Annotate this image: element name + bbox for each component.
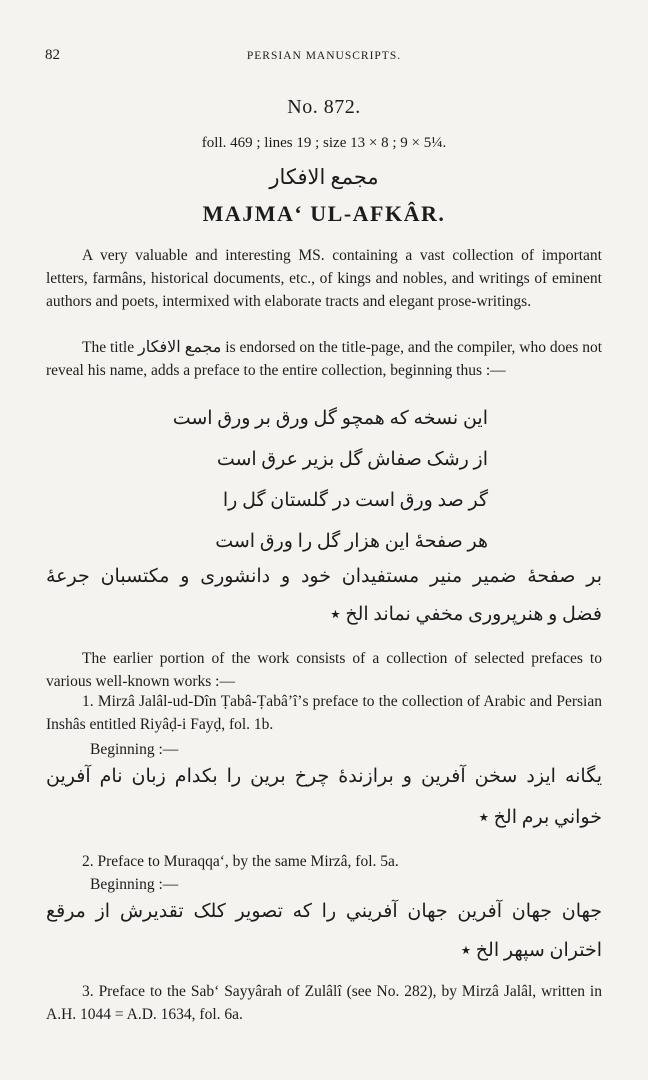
item-2-text: 2. Preface to Muraqqaʻ, by the same Mirzâ, fol. 5a.	[82, 853, 399, 870]
folio-details: foll. 469 ; lines 19 ; size 13 × 8 ; 9 × 5¼.	[201, 135, 447, 151]
verse-line-3: گر صد ورق است در گلستان گل را	[222, 490, 488, 511]
item-2-persian-2: اختران سپهر الخ ٭	[460, 940, 602, 961]
prose-line-2: فضل و هنرپروری مخفي نماند الخ ٭	[330, 604, 602, 625]
item-1-beginning: Beginning :—	[90, 741, 179, 758]
item-1-text: 1. Mirzâ Jalâl-ud-Dîn Ṭabâ-Ṭabâʼîʼs preface to the collection of Arabic and Persian Inshâs entitled Riyâḍ-i Fayḍ, fol. 1b.	[46, 693, 602, 733]
description-text: A very valuable and interesting MS. containing a vast collection of important letters, farmâns, historical documents, etc., of kings and nobles, and writings of eminent authors and poets, intermixed with elaborate tracts and elegant prose-writings.	[46, 247, 602, 310]
page-number: 82	[45, 47, 60, 63]
verse-line-1: این نسخه که همچو گل ورق بر ورق است	[172, 408, 488, 429]
entry-number: No. 872.	[287, 96, 361, 118]
running-title: PERSIAN MANUSCRIPTS.	[246, 50, 402, 62]
entry-title: MAJMAʻ UL-AFKÂR.	[202, 201, 446, 226]
description-paragraph	[46, 244, 602, 313]
persian-title: مجمع الافکار	[269, 165, 379, 189]
title-para-before: The title	[82, 339, 135, 356]
verse-line-2: از رشک صفاش گل بزیر عرق است	[216, 449, 488, 470]
item-3-text: 3. Preface to the Sabʻ Sayyârah of Zulâlî (see No. 282), by Mirzâ Jalâl, written in A.H. 1044 = A.D. 1634, fol. 6a.	[46, 983, 602, 1023]
item-1	[46, 690, 602, 736]
item-2	[46, 850, 602, 873]
item-1-persian-1: یگانه ایزد سخن آفرین و برازندهٔ چرخ برین را بکدام زبان نام آفرین	[46, 766, 602, 787]
verse-line-4: هر صفحهٔ این هزار گل را ورق است	[215, 531, 488, 552]
title-para-after: is endorsed on the title-page, and the compiler, who does not reveal his name, adds a preface to the entire collection, beginning thus :—	[46, 339, 603, 379]
item-1-persian-2: خواني برم الخ ٭	[478, 807, 602, 828]
earlier-portion-text: The earlier portion of the work consists of a collection of selected prefaces to various well-known works :—	[46, 650, 602, 690]
item-3	[46, 980, 602, 1026]
title-para-persian: مجمع الافکار	[138, 339, 222, 356]
prose-line-1: بر صفحهٔ ضمیر منیر مستفیدان خود و دانشوری و مکتسبان جرعهٔ	[46, 566, 602, 587]
item-2-beginning: Beginning :—	[90, 876, 179, 893]
title-paragraph	[46, 336, 602, 382]
earlier-portion-paragraph	[46, 647, 602, 693]
item-2-persian-1: جهان جهان آفرین جهان آفریني را که تصویر کلک تقدیرش از مرقع	[46, 901, 602, 922]
